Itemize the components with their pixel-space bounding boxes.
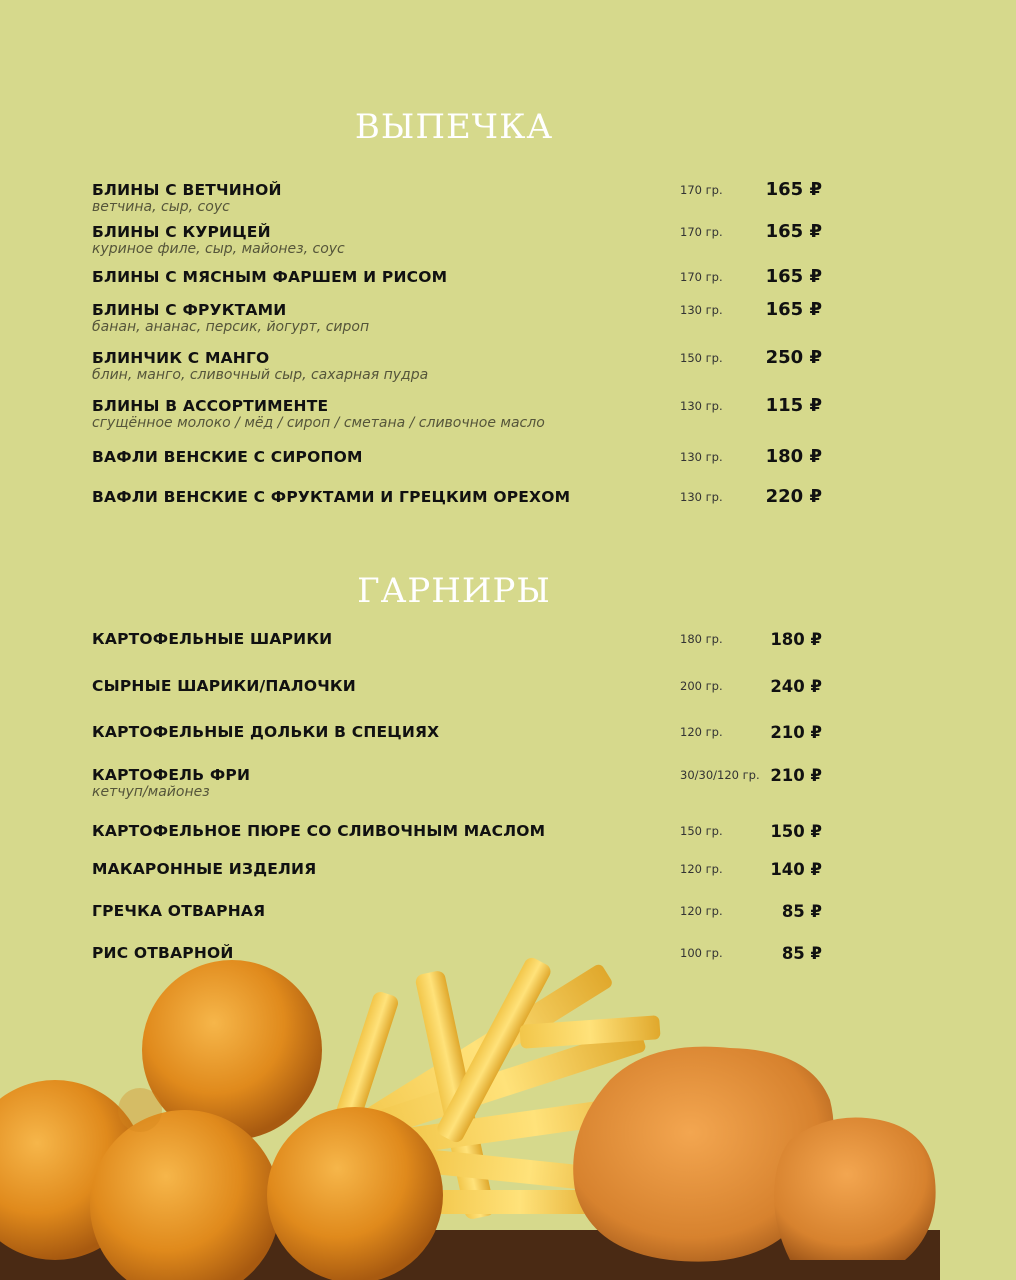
item-name: МАКАРОННЫЕ ИЗДЕЛИЯ	[92, 860, 317, 878]
menu-item	[92, 860, 822, 878]
item-name: КАРТОФЕЛЬНОЕ ПЮРЕ СО СЛИВОЧНЫМ МАСЛОМ	[92, 822, 546, 840]
item-weight: 180 гр.	[680, 632, 723, 646]
item-price: 115 ₽	[765, 395, 822, 416]
menu-item	[92, 181, 822, 215]
item-price: 240 ₽	[770, 677, 822, 696]
item-weight: 170 гр.	[680, 270, 723, 284]
item-price: 210 ₽	[770, 723, 822, 742]
item-name: ГРЕЧКА ОТВАРНАЯ	[92, 902, 266, 920]
item-weight: 200 гр.	[680, 679, 723, 693]
item-price: 165 ₽	[765, 179, 822, 200]
item-price: 180 ₽	[765, 446, 822, 467]
item-description: блин, манго, сливочный сыр, сахарная пудра	[92, 367, 429, 383]
section-title-garnishes: ГАРНИРЫ	[357, 570, 551, 611]
nuggets	[573, 1047, 935, 1262]
menu-item	[92, 268, 822, 286]
menu-item	[92, 630, 822, 648]
item-weight: 170 гр.	[680, 183, 723, 197]
item-name: БЛИНЫ С ФРУКТАМИ	[92, 301, 287, 319]
menu-item	[92, 766, 822, 800]
item-weight: 120 гр.	[680, 725, 723, 739]
item-weight: 150 гр.	[680, 824, 723, 838]
item-weight: 120 гр.	[680, 862, 723, 876]
item-name: ВАФЛИ ВЕНСКИЕ С ФРУКТАМИ И ГРЕЦКИМ ОРЕХОМ	[92, 488, 571, 506]
item-description: ветчина, сыр, соус	[92, 199, 230, 215]
item-name: БЛИНЫ С МЯСНЫМ ФАРШЕМ И РИСОМ	[92, 268, 448, 286]
item-name: КАРТОФЕЛЬНЫЕ ШАРИКИ	[92, 630, 333, 648]
item-description: банан, ананас, персик, йогурт, сироп	[92, 319, 370, 335]
item-name: БЛИНЫ В АССОРТИМЕНТЕ	[92, 397, 329, 415]
item-description: кетчуп/майонез	[92, 784, 210, 800]
item-name: БЛИНЫ С ВЕТЧИНОЙ	[92, 181, 282, 199]
food-image	[0, 930, 1016, 1280]
item-description: сгущённое молоко / мёд / сироп / сметана / сливочное масло	[92, 415, 545, 431]
item-price: 140 ₽	[770, 860, 822, 879]
menu-item	[92, 723, 822, 741]
item-weight: 130 гр.	[680, 303, 723, 317]
item-description: куриное филе, сыр, майонез, соус	[92, 241, 345, 257]
menu-item	[92, 822, 822, 840]
item-name: БЛИНЧИК С МАНГО	[92, 349, 270, 367]
item-weight: 130 гр.	[680, 450, 723, 464]
item-weight: 170 гр.	[680, 225, 723, 239]
item-price: 165 ₽	[765, 221, 822, 242]
menu-item	[92, 301, 822, 335]
item-weight: 100 гр.	[680, 946, 723, 960]
menu-item	[92, 397, 822, 431]
item-weight: 150 гр.	[680, 351, 723, 365]
item-price: 220 ₽	[765, 486, 822, 507]
menu-item	[92, 677, 822, 695]
item-price: 85 ₽	[781, 902, 822, 921]
item-price: 180 ₽	[770, 630, 822, 649]
item-price: 165 ₽	[765, 266, 822, 287]
item-name: СЫРНЫЕ ШАРИКИ/ПАЛОЧКИ	[92, 677, 356, 695]
item-price: 150 ₽	[770, 822, 822, 841]
item-name: РИС ОТВАРНОЙ	[92, 944, 234, 962]
item-price: 165 ₽	[765, 299, 822, 320]
item-name: БЛИНЫ С КУРИЦЕЙ	[92, 223, 271, 241]
item-price: 85 ₽	[781, 944, 822, 963]
item-weight: 130 гр.	[680, 399, 723, 413]
item-weight: 30/30/120 гр.	[680, 768, 760, 782]
item-name: КАРТОФЕЛЬ ФРИ	[92, 766, 251, 784]
menu-item	[92, 902, 822, 920]
item-weight: 130 гр.	[680, 490, 723, 504]
menu-item	[92, 448, 822, 466]
item-price: 210 ₽	[770, 766, 822, 785]
item-price: 250 ₽	[765, 347, 822, 368]
item-name: КАРТОФЕЛЬНЫЕ ДОЛЬКИ В СПЕЦИЯХ	[92, 723, 440, 741]
item-weight: 120 гр.	[680, 904, 723, 918]
item-name: ВАФЛИ ВЕНСКИЕ С СИРОПОМ	[92, 448, 363, 466]
menu-item	[92, 349, 822, 383]
section-title-bakery: ВЫПЕЧКА	[354, 106, 554, 147]
menu-item	[92, 223, 822, 257]
menu-item	[92, 488, 822, 506]
